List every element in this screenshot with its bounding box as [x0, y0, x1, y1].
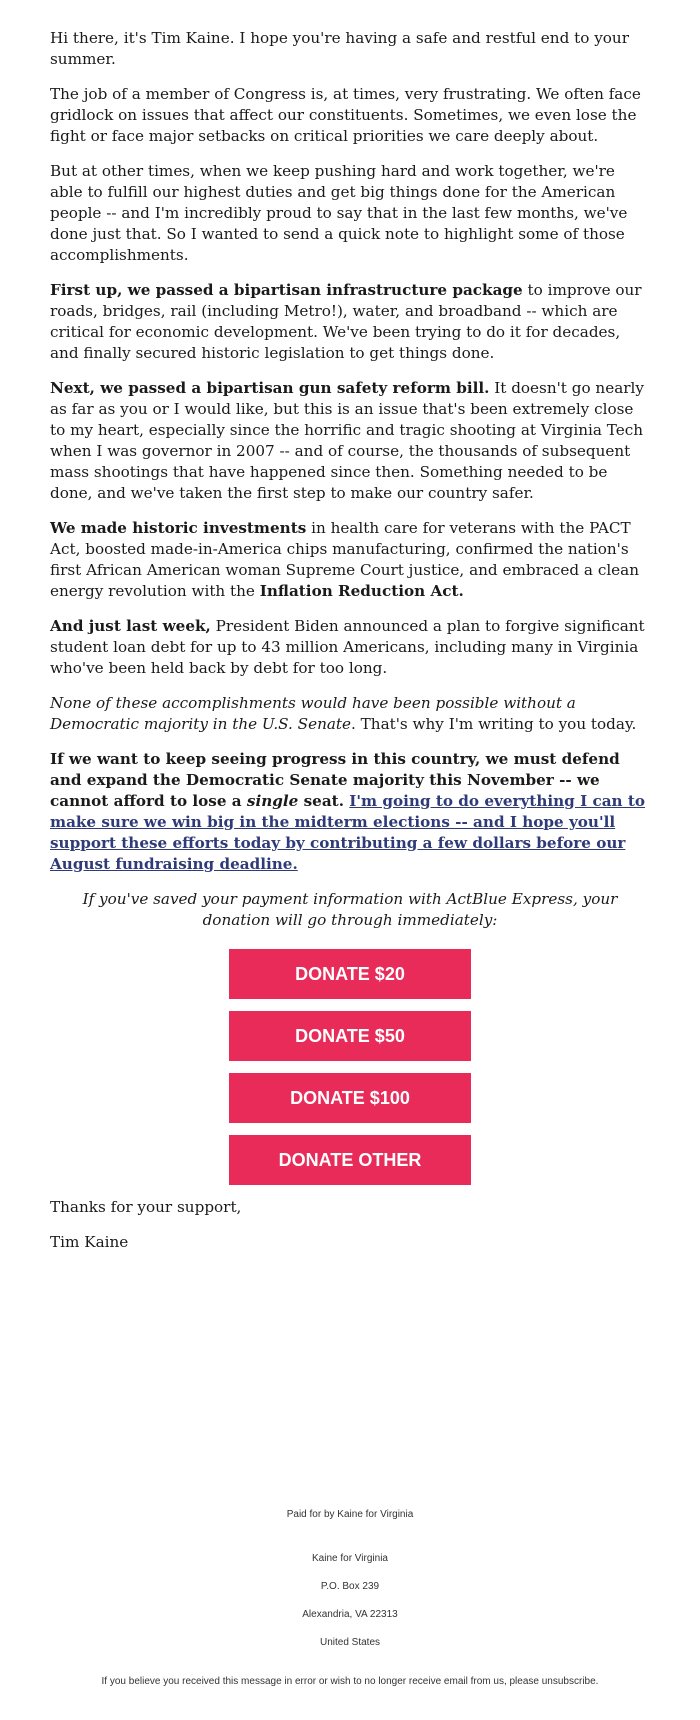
footer-country: United States [319, 1637, 381, 1648]
donate-buttons [50, 949, 650, 1197]
progress-italic: single [246, 792, 299, 810]
infrastructure-lead: First up, we passed a bipartisan infrastructure package [50, 281, 523, 299]
senate-paragraph [50, 693, 650, 735]
gun-safety-paragraph [50, 378, 650, 504]
signoff-thanks: Thanks for your support, [50, 1198, 242, 1216]
footer-po-box: P.O. Box 239 [320, 1581, 380, 1592]
investments-lead: We made historic investments [50, 519, 307, 537]
progress-paragraph [50, 749, 650, 875]
signoff-name: Tim Kaine [50, 1233, 129, 1251]
donate-50-button[interactable]: DONATE $50 [229, 1011, 471, 1061]
donate-100-button[interactable]: DONATE $100 [229, 1073, 471, 1123]
student-loans-text: President Biden announced a plan to forgive significant student loan debt for up to 43 million Americans, including many in Virginia who've been held back by debt for too long. [50, 617, 645, 677]
senate-text: . That's why I'm writing to you today. [351, 715, 637, 733]
actblue-note: If you've saved your payment information with ActBlue Express, your donation will go through immediately: [82, 890, 618, 929]
paid-for-disclaimer: Paid for by Kaine for Virginia [286, 1509, 414, 1520]
donate-other-button[interactable]: DONATE OTHER [229, 1135, 471, 1185]
footer-city: Alexandria, VA 22313 [302, 1609, 398, 1620]
investments-text: in health care for veterans with the PACT Act, boosted made-in-America chips manufacturing, confirmed the nation's first African American woman Supreme Court justice, and embraced a clean energy revolution with the [50, 519, 640, 600]
investments-paragraph [50, 518, 650, 602]
greeting-paragraph: Hi there, it's Tim Kaine. I hope you're having a safe and restful end to your summer. [50, 29, 629, 68]
footer-org: Kaine for Virginia [312, 1553, 388, 1564]
job-paragraph: The job of a member of Congress is, at times, very frustrating. We often face gridlock on issues that affect our constituents. Sometimes, we even lose the fight or face major setbacks on critical priorities we care deeply about. [50, 85, 641, 145]
progress-text-1: If we want to keep seeing progress in this country, we must defend and expand the Democratic Senate majority this November -- we cannot afford to lose a [50, 750, 620, 810]
unsubscribe-link[interactable]: If you believe you received this message in error or wish to no longer receive email from us, please unsubscribe. [101, 1676, 599, 1687]
donate-cta-link[interactable]: I'm going to do everything I can to make sure we win big in the midterm elections -- and I hope you'll support these efforts today by contributing a few dollars before our August fundraising deadline. [50, 792, 646, 873]
ira-name: Inflation Reduction Act. [259, 582, 464, 600]
other-times-paragraph: But at other times, when we keep pushing hard and work together, we're able to fulfill our highest duties and get big things done for the American people -- and I'm incredibly proud to say that in the last few months, we've done just that. So I wanted to send a quick note to highlight some of those accomplishments. [50, 162, 628, 264]
donate-20-button[interactable]: DONATE $20 [229, 949, 471, 999]
gun-safety-lead: Next, we passed a bipartisan gun safety reform bill. [50, 379, 490, 397]
senate-italic: None of these accomplishments would have been possible without a Democratic majority in the U.S. Senate [50, 694, 576, 733]
footer [0, 1508, 700, 1687]
infrastructure-text: to improve our roads, bridges, rail (including Metro!), water, and broadband -- which are critical for economic development. We've been trying to do it for decades, and finally secured historic legislation to get things done. [50, 281, 642, 362]
student-loans-lead: And just last week, [50, 617, 211, 635]
student-loans-paragraph [50, 616, 650, 679]
infrastructure-paragraph [50, 280, 650, 364]
email-body [50, 28, 650, 1267]
gun-safety-text: It doesn't go nearly as far as you or I would like, but this is an issue that's been extremely close to my heart, especially since the horrific and tragic shooting at Virginia Tech when I was governor in 2007 -- and of course, the thousands of subsequent mass shootings that have happened since then. Something needed to be done, and we've taken the first step to make our country safer. [50, 379, 644, 502]
progress-text-2: seat. [298, 792, 350, 810]
